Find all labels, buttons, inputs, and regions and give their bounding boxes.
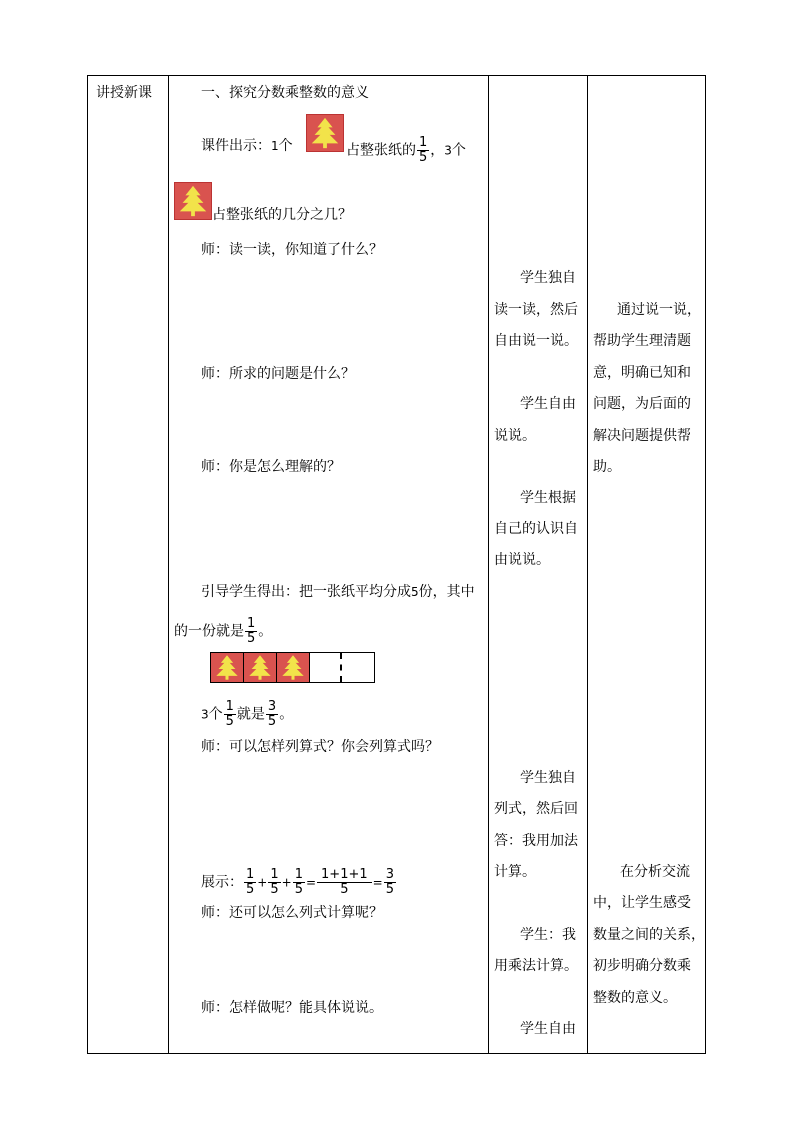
teacher-question-3: 师：你是怎么理解的？ bbox=[201, 459, 341, 475]
student-activity-text: 学生：我 bbox=[520, 927, 576, 943]
design-intent-text: 中，让学生感受 bbox=[593, 895, 691, 911]
design-intent-text: 帮助学生理清题 bbox=[593, 333, 691, 349]
fraction-one-fifth: $\frac{1}{5}$ bbox=[247, 616, 256, 646]
student-activity-text: 学生自由 bbox=[520, 396, 576, 412]
design-intent-text: 初步明确分数乘 bbox=[593, 958, 691, 974]
display-equation: 展示： $\frac{1}{5}$ + $\frac{1}{5}$ + $\frac{1}{5}$ = $\frac{1+1+1}{5}$ = $\frac{3}{5}$ bbox=[201, 867, 394, 897]
design-intent-text: 通过说一说， bbox=[617, 302, 701, 318]
column-divider bbox=[488, 76, 489, 1053]
tree-cell bbox=[211, 653, 244, 682]
courseware-prefix: 课件出示： bbox=[201, 138, 271, 154]
design-intent-text: 整数的意义。 bbox=[593, 990, 677, 1006]
row-label: 讲授新课 bbox=[96, 85, 152, 101]
guide-line-1: 引导学生得出：把一张纸平均分成5份，其中 bbox=[201, 584, 475, 600]
student-activity-text: 列式，然后回 bbox=[494, 801, 578, 817]
student-activity-text: 学生独自 bbox=[520, 270, 576, 286]
courseware-line-tail bbox=[346, 136, 466, 165]
sum-fraction: $\frac{1+1+1}{5}$ bbox=[317, 868, 372, 897]
student-activity-text: 自由说一说。 bbox=[494, 333, 578, 349]
student-activity-text: 说说。 bbox=[494, 428, 536, 444]
unit-ge: 个 bbox=[451, 142, 466, 159]
student-activity-text: 学生自由 bbox=[520, 1021, 576, 1037]
student-activity-text: 学生根据 bbox=[520, 490, 576, 506]
section-heading: 一、探究分数乘整数的意义 bbox=[201, 85, 369, 101]
occupies-text: 占整张纸的 bbox=[346, 142, 416, 159]
tree-cell bbox=[277, 653, 310, 682]
teacher-question-2: 师：所求的问题是什么？ bbox=[201, 366, 355, 382]
three-fifths-line: 3个 $\frac{1}{5}$ 就是 $\frac{3}{5}$ 。 bbox=[201, 699, 294, 729]
fraction-strip bbox=[210, 652, 375, 683]
empty-cell bbox=[342, 653, 374, 682]
number-five: 5 bbox=[411, 585, 419, 599]
number-one: 1 bbox=[271, 139, 279, 153]
student-activity-text: 答：我用加法 bbox=[494, 833, 578, 849]
christmas-tree-icon bbox=[277, 653, 309, 682]
number-three: 3 bbox=[444, 143, 452, 158]
design-intent-text: 解决问题提供帮 bbox=[593, 428, 691, 444]
teacher-question-4: 师：可以怎样列算式？你会列算式吗？ bbox=[201, 739, 439, 755]
christmas-tree-icon bbox=[174, 182, 212, 220]
fraction-one-fifth: $\frac{1}{5}$ bbox=[419, 135, 428, 165]
question-tail: 占整张纸的几分之几？ bbox=[212, 207, 352, 223]
teacher-question-5: 师：还可以怎么列式计算呢？ bbox=[201, 905, 383, 921]
christmas-tree-icon bbox=[306, 114, 344, 152]
teacher-question-1: 师：读一读，你知道了什么？ bbox=[201, 242, 383, 258]
fraction-one-fifth: $\frac{1}{5}$ bbox=[225, 699, 234, 729]
design-intent-text: 问题，为后面的 bbox=[593, 396, 691, 412]
design-intent-text: 数量之间的关系， bbox=[593, 927, 705, 943]
courseware-line bbox=[201, 136, 293, 156]
student-activity-text: 由说说。 bbox=[494, 552, 550, 568]
comma: ， bbox=[430, 142, 445, 159]
student-activity-text: 读一读，然后 bbox=[494, 302, 578, 318]
guide-line-2: 的一份就是 $\frac{1}{5}$ 。 bbox=[174, 616, 273, 646]
design-intent-text: 在分析交流 bbox=[620, 864, 690, 880]
column-divider bbox=[168, 76, 169, 1053]
teacher-question-6: 师：怎样做呢？能具体说说。 bbox=[201, 1000, 383, 1016]
unit-ge: 个 bbox=[278, 138, 293, 154]
student-activity-text: 用乘法计算。 bbox=[494, 958, 578, 974]
tree-cell bbox=[244, 653, 277, 682]
christmas-tree-icon bbox=[244, 653, 276, 682]
fraction-three-fifths: $\frac{3}{5}$ bbox=[267, 699, 277, 729]
christmas-tree-icon bbox=[211, 653, 243, 682]
design-intent-text: 意，明确已知和 bbox=[593, 365, 691, 381]
student-activity-text: 学生独自 bbox=[520, 770, 576, 786]
design-intent-text: 助。 bbox=[593, 459, 621, 475]
empty-cell bbox=[310, 653, 342, 682]
student-activity-text: 自己的认识自 bbox=[494, 521, 578, 537]
fraction-three-fifths: $\frac{3}{5}$ bbox=[385, 867, 394, 897]
student-activity-text: 计算。 bbox=[494, 864, 536, 880]
column-divider bbox=[587, 76, 588, 1053]
